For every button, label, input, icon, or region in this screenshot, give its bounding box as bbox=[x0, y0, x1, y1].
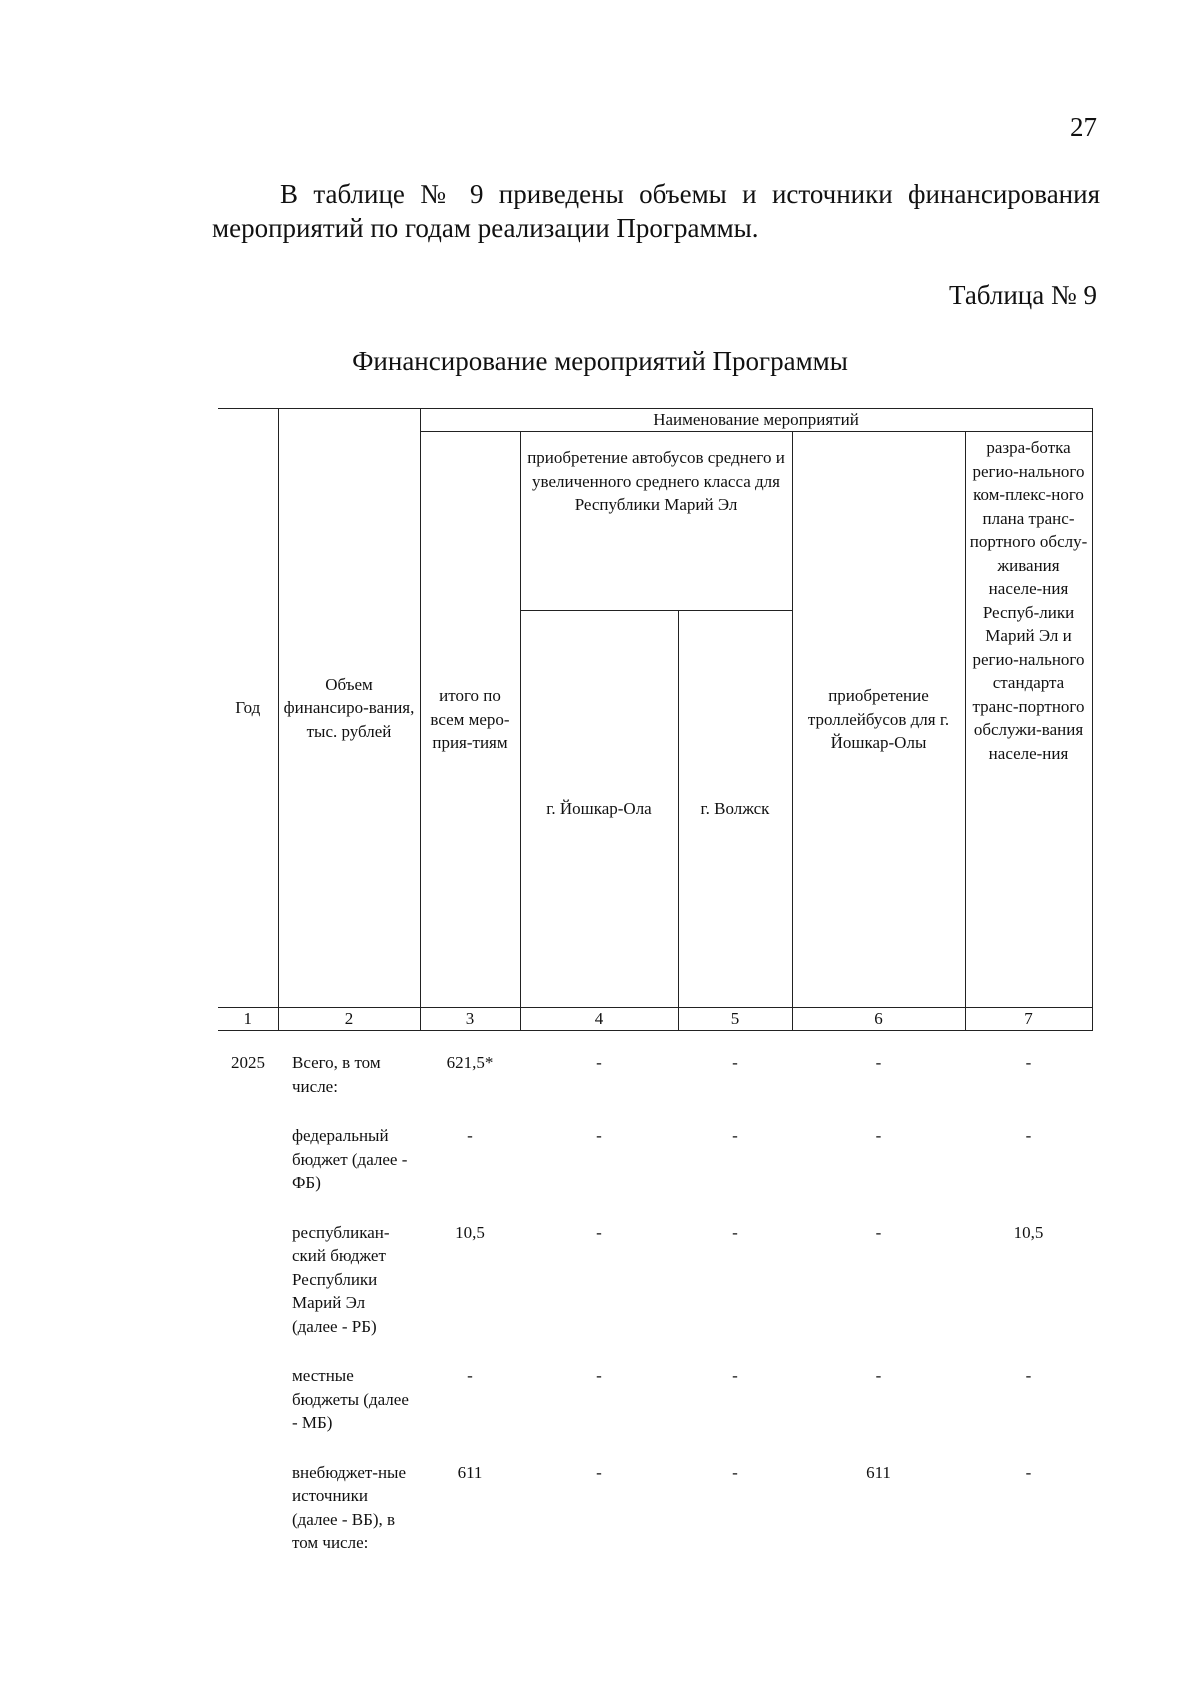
cell-yoshkar-ola: - bbox=[596, 1126, 602, 1145]
column-number: 5 bbox=[678, 1008, 792, 1031]
cell-volzhsk: - bbox=[732, 1366, 738, 1385]
header-transport-plan: разра-ботка регио-нального ком-плекс-ного плана транс-портного обслу-живания населе-ния Респуб-лики Марий Эл и регио-нального стандарта транс-портного обслужи-вания населе-ния bbox=[965, 432, 1092, 1008]
header-buses: приобретение автобусов среднего и увеличенного среднего класса для Республики Марий Эл bbox=[520, 432, 792, 611]
cell-transport-plan: - bbox=[1025, 1462, 1032, 1482]
header-volzhsk: г. Волжск bbox=[678, 611, 792, 1008]
header-year: Год bbox=[218, 409, 278, 1008]
row-year bbox=[218, 1364, 278, 1461]
table-row bbox=[218, 1364, 1092, 1461]
cell-yoshkar-ola: - bbox=[596, 1053, 602, 1072]
column-number: 3 bbox=[420, 1008, 520, 1031]
header-events: Наименование мероприятий bbox=[420, 409, 1092, 432]
row-year bbox=[218, 1461, 278, 1581]
column-number: 7 bbox=[965, 1008, 1092, 1031]
table-row bbox=[218, 1031, 1092, 1125]
row-year bbox=[218, 1124, 278, 1221]
cell-transport-plan: - bbox=[1025, 1366, 1032, 1385]
row-source: федеральный бюджет (далее - ФБ) bbox=[292, 1126, 408, 1192]
row-source: республикан-ский бюджет Республики Марий Эл (далее - РБ) bbox=[292, 1222, 390, 1336]
cell-transport-plan: - bbox=[1025, 1053, 1032, 1072]
cell-trolleybuses: - bbox=[875, 1053, 882, 1072]
column-number: 6 bbox=[792, 1008, 965, 1031]
column-number: 1 bbox=[218, 1008, 278, 1031]
cell-trolleybuses: 611 bbox=[866, 1462, 891, 1482]
row-year bbox=[218, 1221, 278, 1365]
table-row bbox=[218, 1124, 1092, 1221]
row-source: Всего, в том числе: bbox=[292, 1053, 381, 1096]
financing-table bbox=[218, 408, 1093, 1581]
header-total: итого по всем меро-прия-тиям bbox=[420, 432, 520, 1008]
cell-transport-plan: 10,5 bbox=[1013, 1222, 1044, 1242]
table-row bbox=[218, 1461, 1092, 1581]
cell-total: - bbox=[467, 1126, 473, 1145]
row-source: местные бюджеты (далее - МБ) bbox=[292, 1366, 409, 1432]
cell-total: 10,5 bbox=[455, 1222, 485, 1242]
cell-yoshkar-ola: - bbox=[596, 1366, 602, 1385]
cell-total: 621,5* bbox=[446, 1053, 494, 1072]
cell-volzhsk: - bbox=[732, 1053, 738, 1072]
cell-volzhsk: - bbox=[732, 1462, 738, 1482]
cell-total: 611 bbox=[457, 1462, 483, 1482]
cell-transport-plan: - bbox=[1025, 1126, 1032, 1145]
table-title: Финансирование мероприятий Программы bbox=[352, 346, 848, 376]
cell-yoshkar-ola: - bbox=[596, 1222, 602, 1242]
cell-trolleybuses: - bbox=[875, 1366, 882, 1385]
table-number: Таблица № 9 bbox=[949, 280, 1097, 310]
row-source: внебюджет-ные источники (далее - ВБ), в том числе: bbox=[292, 1462, 407, 1552]
header-yoshkar-ola: г. Йошкар-Ола bbox=[520, 611, 678, 1008]
cell-volzhsk: - bbox=[732, 1222, 738, 1242]
header-volume: Объем финансиро-вания, тыс. рублей bbox=[278, 409, 420, 1008]
header-trolleybuses: приобретение троллейбусов для г. Йошкар-Олы bbox=[792, 432, 965, 1008]
cell-total: - bbox=[467, 1366, 473, 1385]
column-number: 4 bbox=[520, 1008, 678, 1031]
column-number: 2 bbox=[278, 1008, 420, 1031]
row-year: 2025 bbox=[231, 1053, 265, 1072]
table-row bbox=[218, 1221, 1092, 1365]
intro-paragraph: В таблице № 9 приведены объемы и источники финансирования мероприятий по годам реализации Программы. bbox=[212, 179, 1100, 243]
cell-yoshkar-ola: - bbox=[596, 1462, 602, 1482]
cell-volzhsk: - bbox=[732, 1126, 738, 1145]
cell-trolleybuses: - bbox=[875, 1126, 882, 1145]
cell-trolleybuses: - bbox=[875, 1222, 882, 1242]
page-number: 27 bbox=[1070, 112, 1097, 142]
